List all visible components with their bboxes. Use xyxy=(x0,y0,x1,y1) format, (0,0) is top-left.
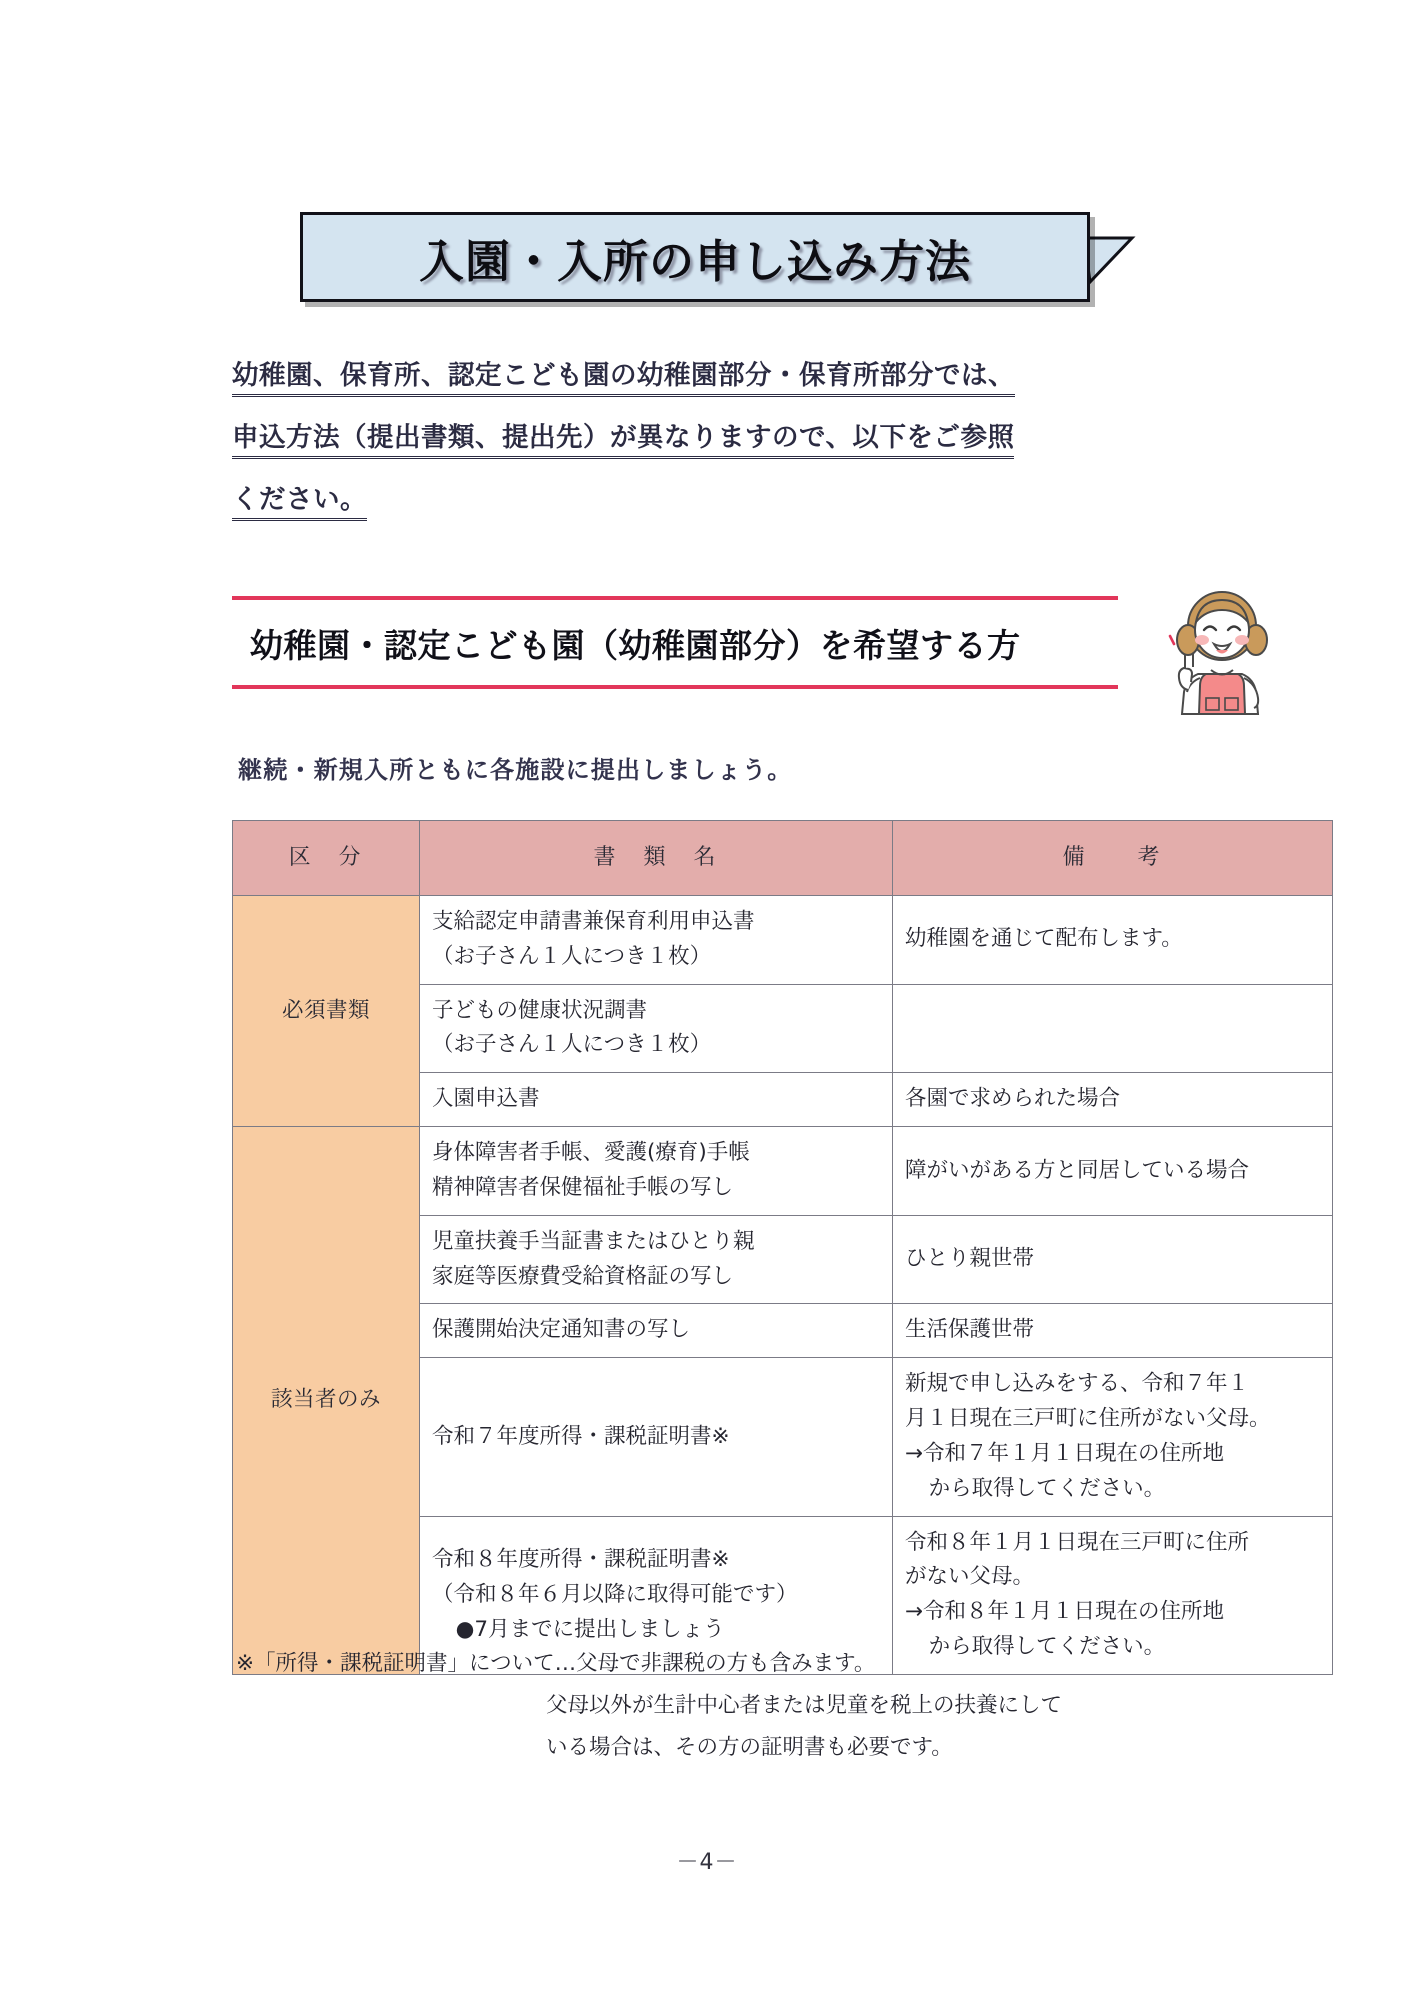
footnote-line-1: ※「所得・課税証明書」について…父母で非課税の方も含みます。 xyxy=(236,1651,876,1676)
remark-line: がない父母。 xyxy=(905,1564,1035,1590)
footnote-line-3: いる場合は、その方の証明書も必要です。 xyxy=(546,1734,953,1760)
document-line: 精神障害者保健福祉手帳の写し xyxy=(432,1174,734,1200)
document-line: （お子さん１人につき１枚） xyxy=(432,943,712,969)
remark-line: 生活保護世帯 xyxy=(905,1317,1035,1343)
remark-line: 令和８年１月１日現在三戸町に住所 xyxy=(905,1529,1250,1555)
remark-line: から取得してください。 xyxy=(928,1634,1166,1660)
intro-line-3: ください。 xyxy=(232,469,1197,531)
column-header-remarks: 備 考 xyxy=(893,821,1333,896)
intro-line-2: 申込方法（提出書類、提出先）が異なりますので、以下をご参照 xyxy=(232,407,1197,469)
section-lead-text: 継続・新規入所ともに各施設に提出しましょう。 xyxy=(238,756,793,784)
remark-line: →令和７年１月１日現在の住所地 xyxy=(905,1440,1225,1466)
remarks-cell xyxy=(893,984,1333,1073)
remarks-cell xyxy=(893,1215,1333,1304)
pointing-teacher-illustration xyxy=(1158,578,1286,718)
column-header-document: 書 類 名 xyxy=(420,821,893,896)
remarks-cell xyxy=(893,896,1333,985)
remarks-cell xyxy=(893,1127,1333,1216)
title-banner-wrapper xyxy=(300,212,1150,304)
document-cell xyxy=(420,1215,893,1304)
document-line: 支給認定申請書兼保育利用申込書 xyxy=(432,909,755,934)
page-number: －4－ xyxy=(676,1850,738,1875)
table-row xyxy=(233,1127,1333,1216)
document-line: 入園申込書 xyxy=(432,1086,540,1112)
document-line: ●7月までに提出しましょう xyxy=(455,1616,725,1642)
speech-bubble-tail-icon xyxy=(1084,236,1136,284)
document-cell xyxy=(420,1358,893,1516)
table-header-row xyxy=(233,821,1333,896)
remarks-cell xyxy=(893,1304,1333,1358)
remark-line: から取得してください。 xyxy=(928,1475,1166,1501)
remark-line: 幼稚園を通じて配布します。 xyxy=(905,926,1183,952)
remark-line: ひとり親世帯 xyxy=(905,1246,1035,1272)
remark-line: →令和８年１月１日現在の住所地 xyxy=(905,1599,1225,1625)
footnote-line-2: 父母以外が生計中心者または児童を税上の扶養にして xyxy=(546,1692,1063,1718)
document-cell xyxy=(420,896,893,985)
remark-line: 新規で申し込みをする、令和７年１ xyxy=(905,1371,1250,1397)
intro-line-1: 幼稚園、保育所、認定こども園の幼稚園部分・保育所部分では、 xyxy=(232,345,1197,407)
required-documents-table xyxy=(232,820,1333,1675)
column-header-category: 区 分 xyxy=(233,821,420,896)
category-cell-applicable: 該当者のみ xyxy=(233,1127,420,1675)
remark-line: 月１日現在三戸町に住所がない父母。 xyxy=(905,1406,1271,1432)
document-line: （お子さん１人につき１枚） xyxy=(432,1032,712,1058)
document-cell xyxy=(420,1304,893,1358)
remarks-cell xyxy=(893,1073,1333,1127)
page-title: 入園・入所の申し込み方法 xyxy=(418,234,971,288)
section-rule-bottom xyxy=(232,685,1118,689)
document-cell xyxy=(420,1073,893,1127)
remark-line: 各園で求められた場合 xyxy=(905,1086,1121,1112)
document-line: （令和８年６月以降に取得可能です） xyxy=(432,1581,798,1607)
section-heading: 幼稚園・認定こども園（幼稚園部分）を希望する方 xyxy=(250,626,1021,665)
document-line: 令和７年度所得・課税証明書※ xyxy=(432,1423,730,1449)
document-cell xyxy=(420,1127,893,1216)
document-line: 家庭等医療費受給資格証の写し xyxy=(432,1263,734,1289)
intro-paragraph xyxy=(232,345,1197,531)
remark-line: 障がいがある方と同居している場合 xyxy=(905,1157,1250,1183)
remarks-cell xyxy=(893,1358,1333,1516)
document-line: 令和８年度所得・課税証明書※ xyxy=(432,1547,730,1572)
document-line: 子どもの健康状況調書 xyxy=(432,997,648,1023)
document-line: 身体障害者手帳、愛護(療育)手帳 xyxy=(432,1140,750,1166)
category-cell-required: 必須書類 xyxy=(233,896,420,1127)
table-row xyxy=(233,896,1333,985)
footnote-block xyxy=(236,1643,1236,1769)
document-line: 保護開始決定通知書の写し xyxy=(432,1317,691,1343)
document-line: 児童扶養手当証書またはひとり親 xyxy=(432,1228,755,1254)
document-cell xyxy=(420,984,893,1073)
title-banner xyxy=(300,212,1090,302)
section-header xyxy=(232,596,1118,689)
